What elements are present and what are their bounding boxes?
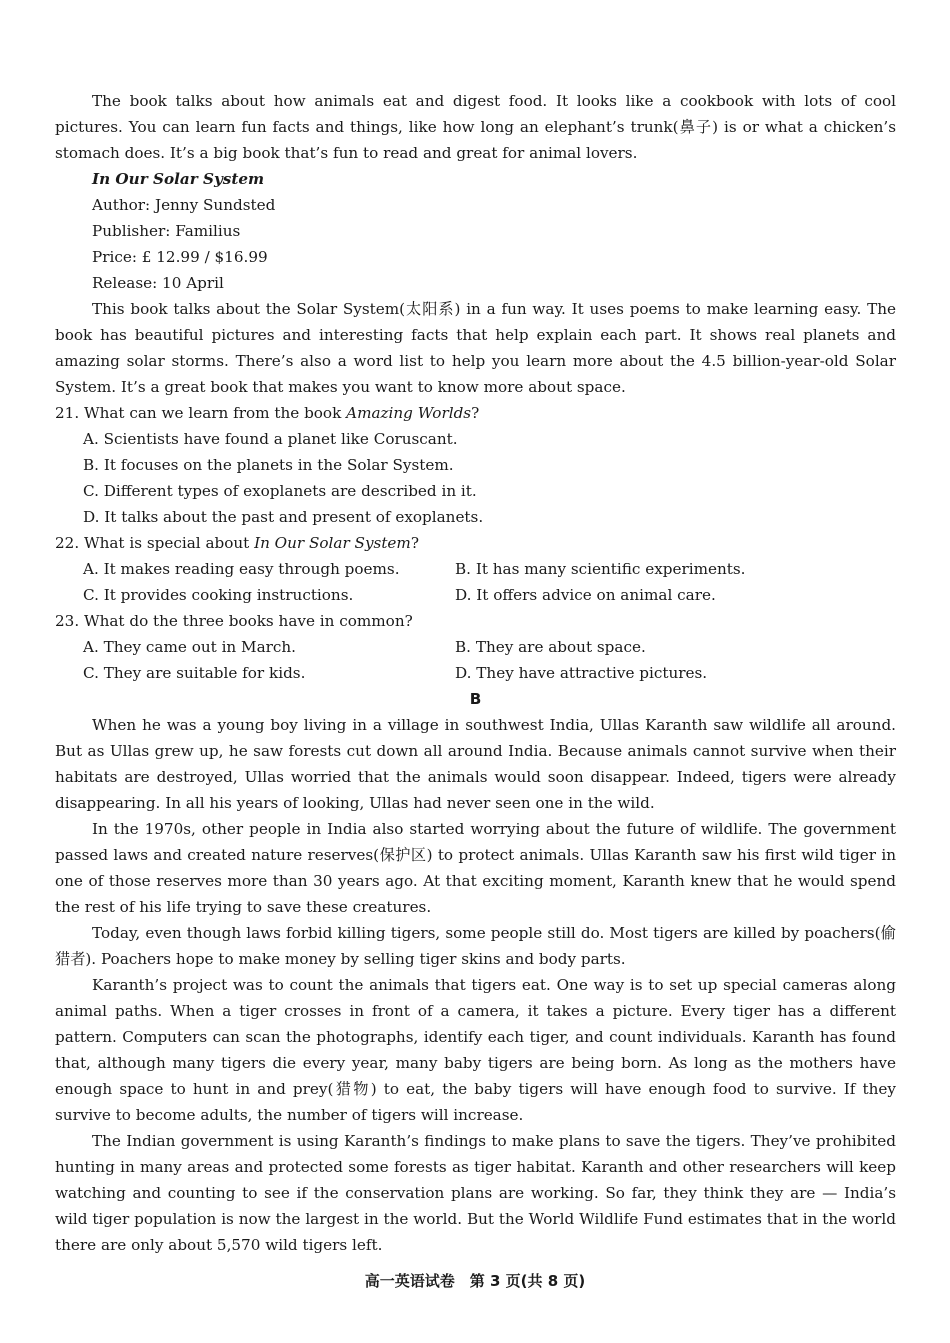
question-21: 21. What can we learn from the book Amazing Worlds? [55, 404, 480, 422]
intro-paragraph: The book talks about how animals eat and digest food. It looks like a cookbook with lots of cool pictures. You can learn fun facts and things, like how long an elephant’s trunk(鼻子) is or what a chicken’s stomach does. It’s a big book that’s fun to read and great for animal lovers. [55, 92, 896, 162]
passage-b-paragraph-4: Karanth’s project was to count the animals that tigers eat. One way is to set up special cameras along animal paths. When a tiger crosses in front of a camera, it takes a picture. Every tiger has a different pattern. Computers can scan the photographs, identify each tiger, and count individuals. Karanth has found that, although many tigers die every year, many baby tigers are being born. As long as the mothers have enough space to hunt in and prey(猎物) to eat, the baby tigers will have enough food to survive. If they survive to become adults, the number of tigers will increase. [55, 976, 896, 1124]
q22-option-c: C. It provides cooking instructions. [83, 586, 354, 604]
book-release: Release: 10 April [92, 274, 224, 292]
question-21-book: Amazing Worlds [346, 404, 472, 422]
question-22-book: In Our Solar System [254, 534, 411, 552]
passage-b-paragraph-5: The Indian government is using Karanth’s findings to make plans to save the tigers. They’ve prohibited hunting in many areas and protected some forests as tiger habitat. Karanth and other researchers will keep watching and counting to see if the conservation plans are working. So far, they think they are — India’s wild tiger population is now the largest in the world. But the World Wildlife Fund estimates that in the world there are only about 5,570 wild tigers left. [55, 1132, 896, 1254]
q23-options-row-1 [55, 634, 896, 660]
q21-option-c: C. Different types of exoplanets are described in it. [83, 482, 477, 500]
q23-option-b: B. They are about space. [455, 638, 646, 656]
passage-b-paragraph-3: Today, even though laws forbid killing tigers, some people still do. Most tigers are killed by poachers(偷猎者). Poachers hope to make money by selling tiger skins and body parts. [55, 924, 896, 968]
question-22: 22. What is special about In Our Solar System? [55, 534, 419, 552]
passage-b-paragraph-2: In the 1970s, other people in India also started worrying about the future of wildlife. The government passed laws and created nature reserves(保护区) to protect animals. Ullas Karanth saw his first wild tiger in one of those reserves more than 30 years ago. At that exciting moment, Karanth knew that he would spend the rest of his life trying to save these creatures. [55, 820, 896, 916]
book-publisher: Publisher: Familius [92, 222, 241, 240]
q21-option-b: B. It focuses on the planets in the Solar System. [83, 456, 454, 474]
q21-option-a: A. Scientists have found a planet like Coruscant. [83, 430, 458, 448]
q22-option-a: A. It makes reading easy through poems. [83, 560, 400, 578]
section-b-heading: B [469, 690, 482, 708]
passage-b-paragraph-1: When he was a young boy living in a village in southwest India, Ullas Karanth saw wildlife all around. But as Ullas grew up, he saw forests cut down all around India. Because animals cannot survive when their habitats are destroyed, Ullas worried that the animals would soon disappear. Indeed, tigers were already disappearing. In all his years of looking, Ullas had never seen one in the wild. [55, 716, 896, 812]
q23-option-c: C. They are suitable for kids. [83, 664, 306, 682]
q22-option-b: B. It has many scientific experiments. [455, 560, 746, 578]
book-title: In Our Solar System [92, 170, 265, 188]
q23-option-d: D. They have attractive pictures. [455, 664, 708, 682]
q23-options-row-2 [55, 660, 896, 686]
book-author: Author: Jenny Sundsted [92, 196, 276, 214]
page-content [55, 88, 896, 1258]
q21-option-d: D. It talks about the past and present of exoplanets. [83, 508, 484, 526]
book-description: This book talks about the Solar System(太阳系) in a fun way. It uses poems to make learning easy. The book has beautiful pictures and interesting facts that help explain each part. It shows real planets and amazing solar storms. There’s also a word list to help you learn more about the 4.5 billion-year-old Solar System. It’s a great book that makes you want to know more about space. [55, 300, 896, 396]
q22-option-d: D. It offers advice on animal care. [455, 586, 716, 604]
q22-options-row-1 [55, 556, 896, 582]
q22-options-row-2 [55, 582, 896, 608]
book-price: Price: £ 12.99 / $16.99 [92, 248, 268, 266]
page-footer: 高一英语试卷 第 3 页(共 8 页) [364, 1272, 586, 1290]
q23-option-a: A. They came out in March. [83, 638, 297, 656]
question-23: 23. What do the three books have in common? [55, 612, 413, 630]
